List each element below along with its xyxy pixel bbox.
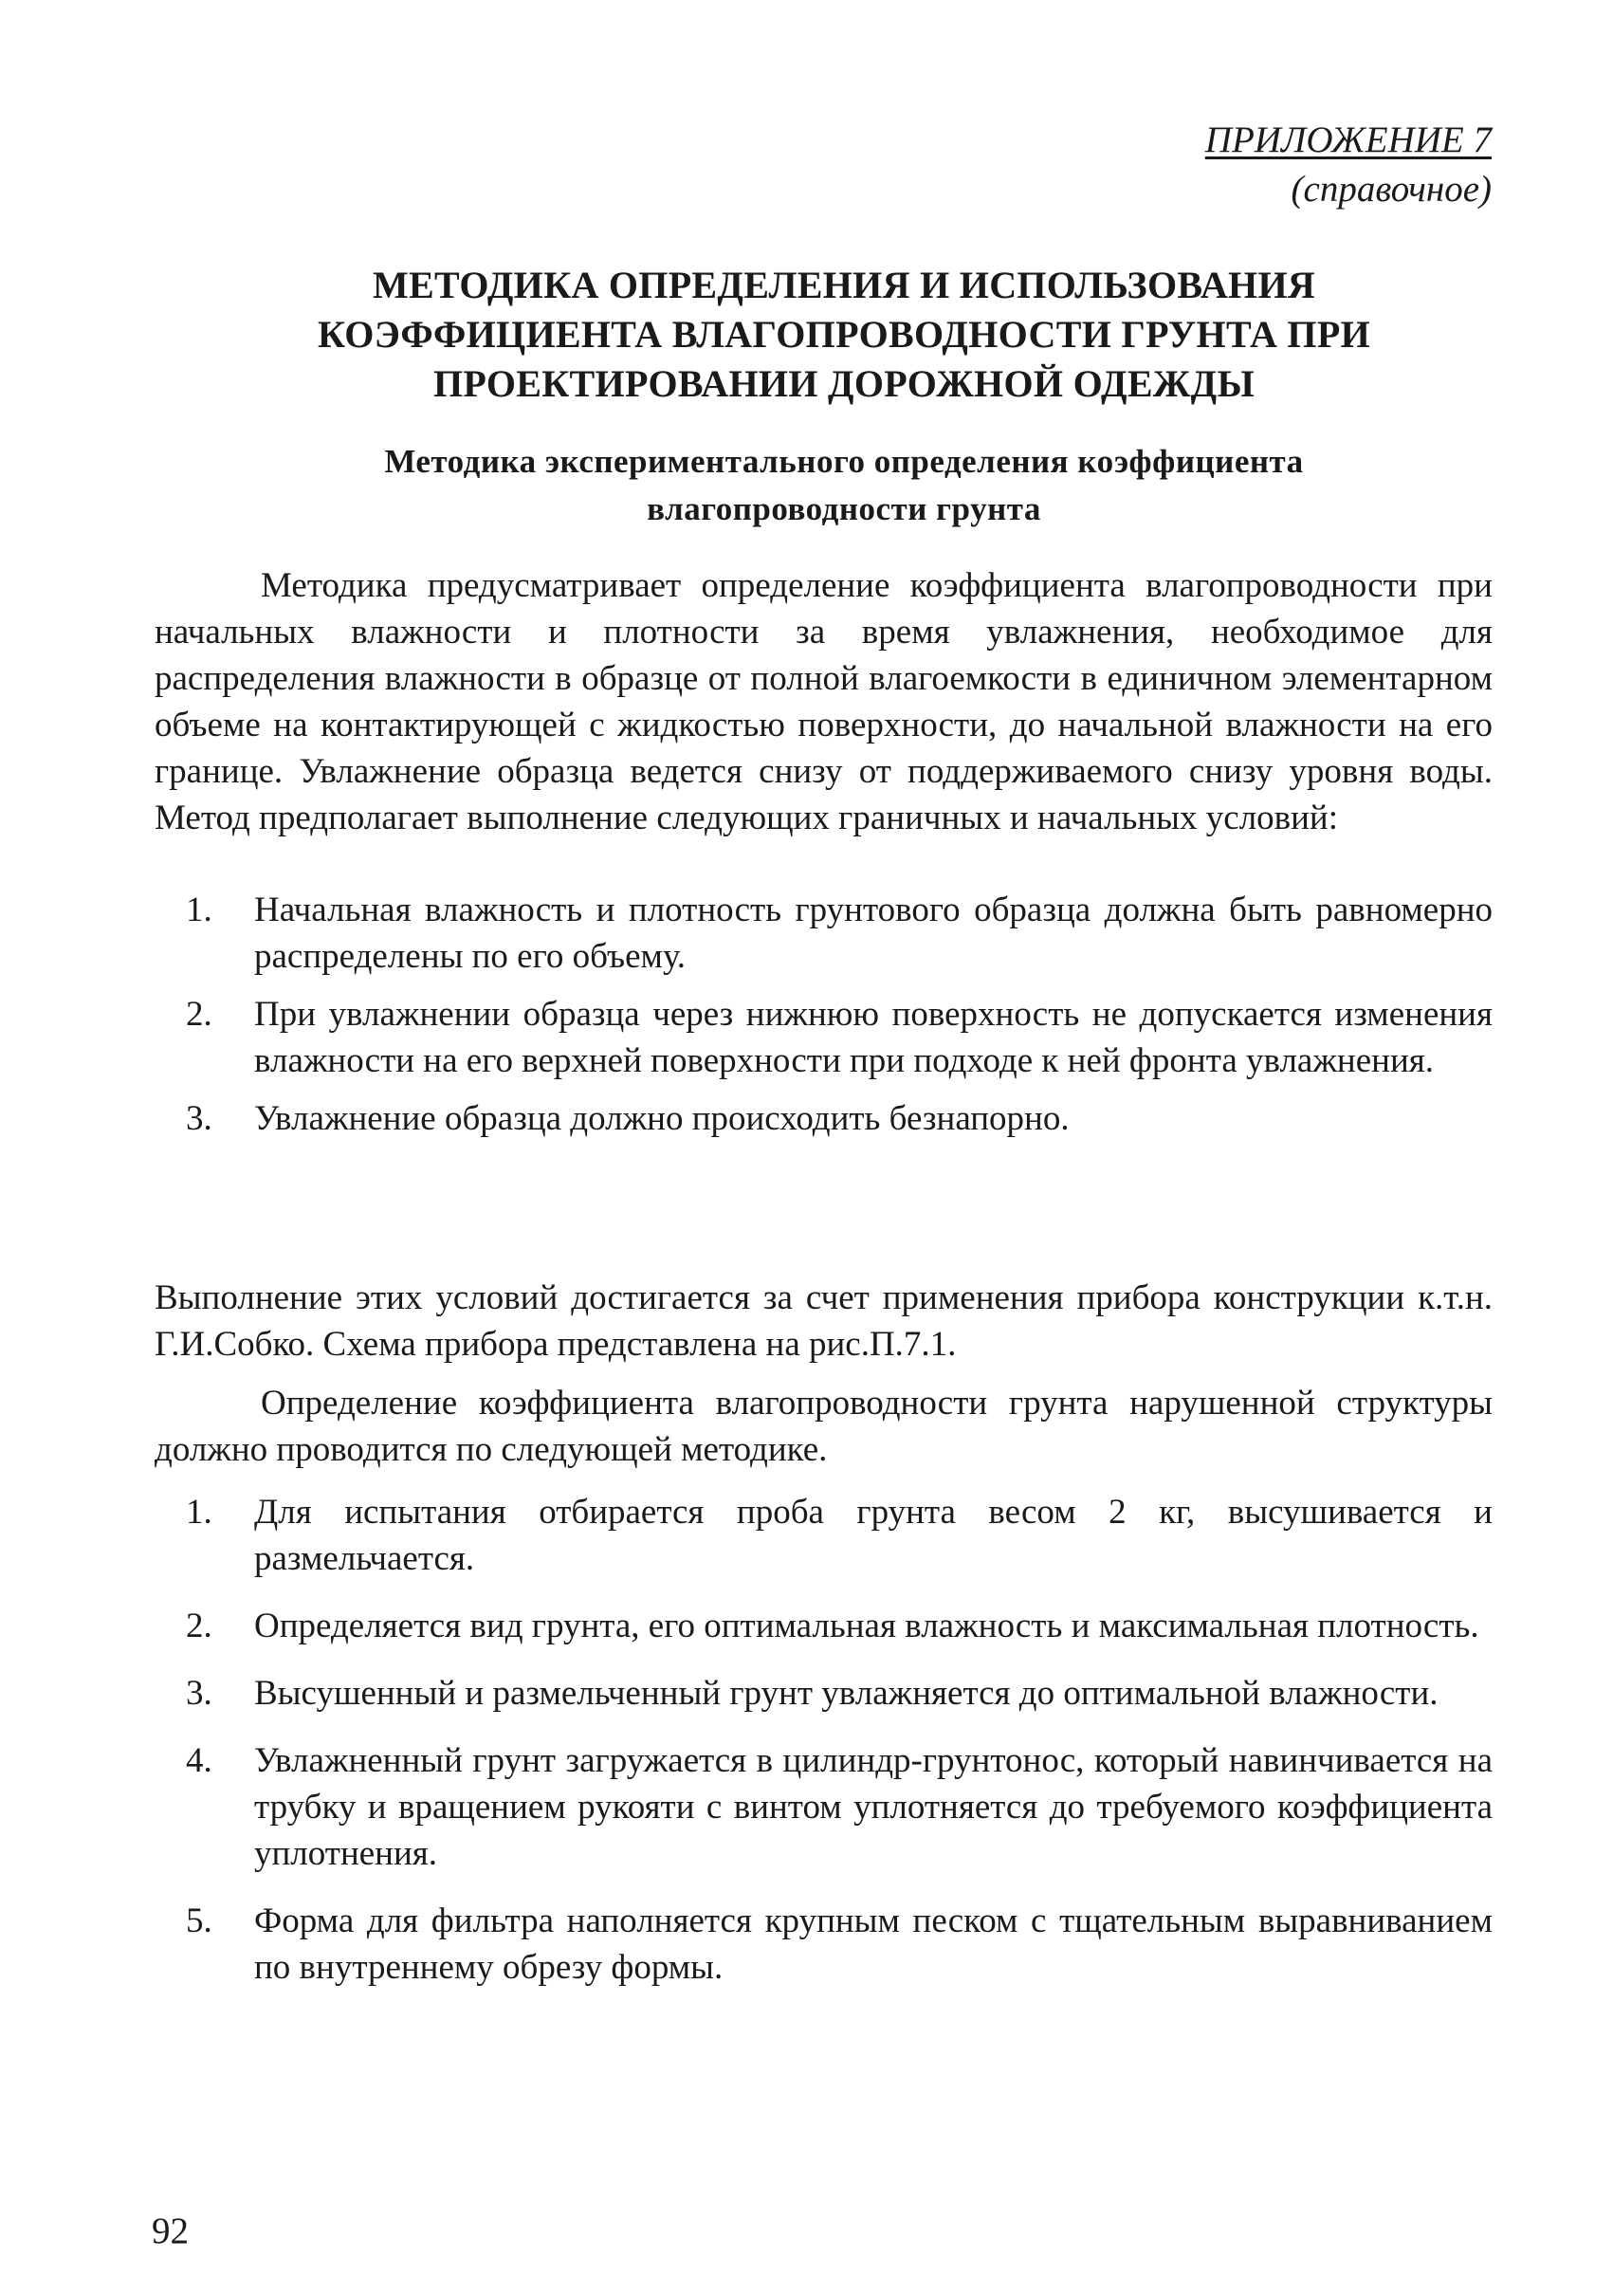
- list-item-number: 5.: [186, 1901, 212, 1940]
- list-item-text: Увлажненный грунт загружается в цилиндр-грунтонос, который навинчивается на трубку и вращением рукояти с винтом уплотняется до требуемого коэффициента уплотнения.: [254, 1741, 1493, 1873]
- list-item: [186, 1603, 1493, 1649]
- list-item-text: Для испытания отбирается проба грунта весом 2 кг, высушивается и размельчается.: [254, 1493, 1493, 1578]
- list-item-text: При увлажнении образца через нижнюю поверхность не допускается изменения влажности на его верхней поверхности при подходе к ней фронта увлажнения.: [254, 995, 1493, 1080]
- list-item-number: 1.: [186, 1493, 212, 1532]
- list-item-number: 4.: [186, 1741, 212, 1780]
- title-line: КОЭФФИЦИЕНТА ВЛАГОПРОВОДНОСТИ ГРУНТА ПРИ: [317, 313, 1370, 356]
- document-title: [180, 261, 1508, 409]
- steps-list: [186, 1489, 1493, 1991]
- subtitle-line: влагопроводности грунта: [647, 490, 1041, 527]
- list-item: [186, 1489, 1493, 1582]
- list-item: [186, 1898, 1493, 1991]
- conditions-list: [186, 887, 1493, 1142]
- title-line: МЕТОДИКА ОПРЕДЕЛЕНИЯ И ИСПОЛЬЗОВАНИЯ: [372, 264, 1316, 306]
- list-item-number: 2.: [186, 995, 212, 1034]
- list-item-text: Увлажнение образца должно происходить безнапорно.: [254, 1099, 1070, 1138]
- method-paragraph: Определение коэффициента влагопроводности грунта нарушенной структуры должно проводится по следующей методике.: [155, 1384, 1493, 1469]
- list-item-number: 3.: [186, 1099, 212, 1138]
- section-subtitle: [180, 438, 1508, 533]
- list-item-text: Форма для фильтра наполняется крупным песком с тщательным выравниванием по внутреннему обрезу формы.: [254, 1901, 1493, 1987]
- appendix-label: ПРИЛОЖЕНИЕ 7: [1204, 119, 1492, 160]
- device-paragraph: Выполнение этих условий достигается за счет применения прибора конструкции к.т.н. Г.И.Собко. Схема прибора представлена на рис.П.7.1.: [155, 1278, 1493, 1364]
- intro-paragraph: Методика предусматривает определение коэффициента влагопроводности при начальных влажности и плотности за время увлажнения, необходимое для распределения влажности в образце от полной влагоемкости в единичном элементарном объеме на контактирующей с жидкостью поверхности, до начальной влажности на его границе. Увлажнение образца ведется снизу от поддерживаемого снизу уровня воды. Метод предполагает выполнение следующих граничных и начальных условий:: [155, 566, 1493, 837]
- subtitle-line: Методика экспериментального определения коэффициента: [384, 443, 1304, 480]
- list-item: [186, 1095, 1493, 1142]
- list-item: [186, 887, 1493, 980]
- list-item-number: 1.: [186, 891, 212, 929]
- list-item-text: Определяется вид грунта, его оптимальная влажность и максимальная плотность.: [254, 1607, 1479, 1645]
- title-line: ПРОЕКТИРОВАНИИ ДОРОЖНОЙ ОДЕЖДЫ: [432, 362, 1256, 405]
- list-item-text: Высушенный и размельченный грунт увлажняется до оптимальной влажности.: [254, 1674, 1439, 1713]
- list-item: [186, 991, 1493, 1084]
- list-item: [186, 1737, 1493, 1877]
- page-number: 92: [152, 2211, 189, 2251]
- list-item-number: 2.: [186, 1607, 212, 1645]
- appendix-header: [1205, 116, 1492, 214]
- list-item: [186, 1670, 1493, 1717]
- appendix-note: (справочное): [1291, 169, 1492, 210]
- list-item-number: 3.: [186, 1674, 212, 1713]
- list-item-text: Начальная влажность и плотность грунтового образца должна быть равномерно распределены по его объему.: [254, 891, 1493, 976]
